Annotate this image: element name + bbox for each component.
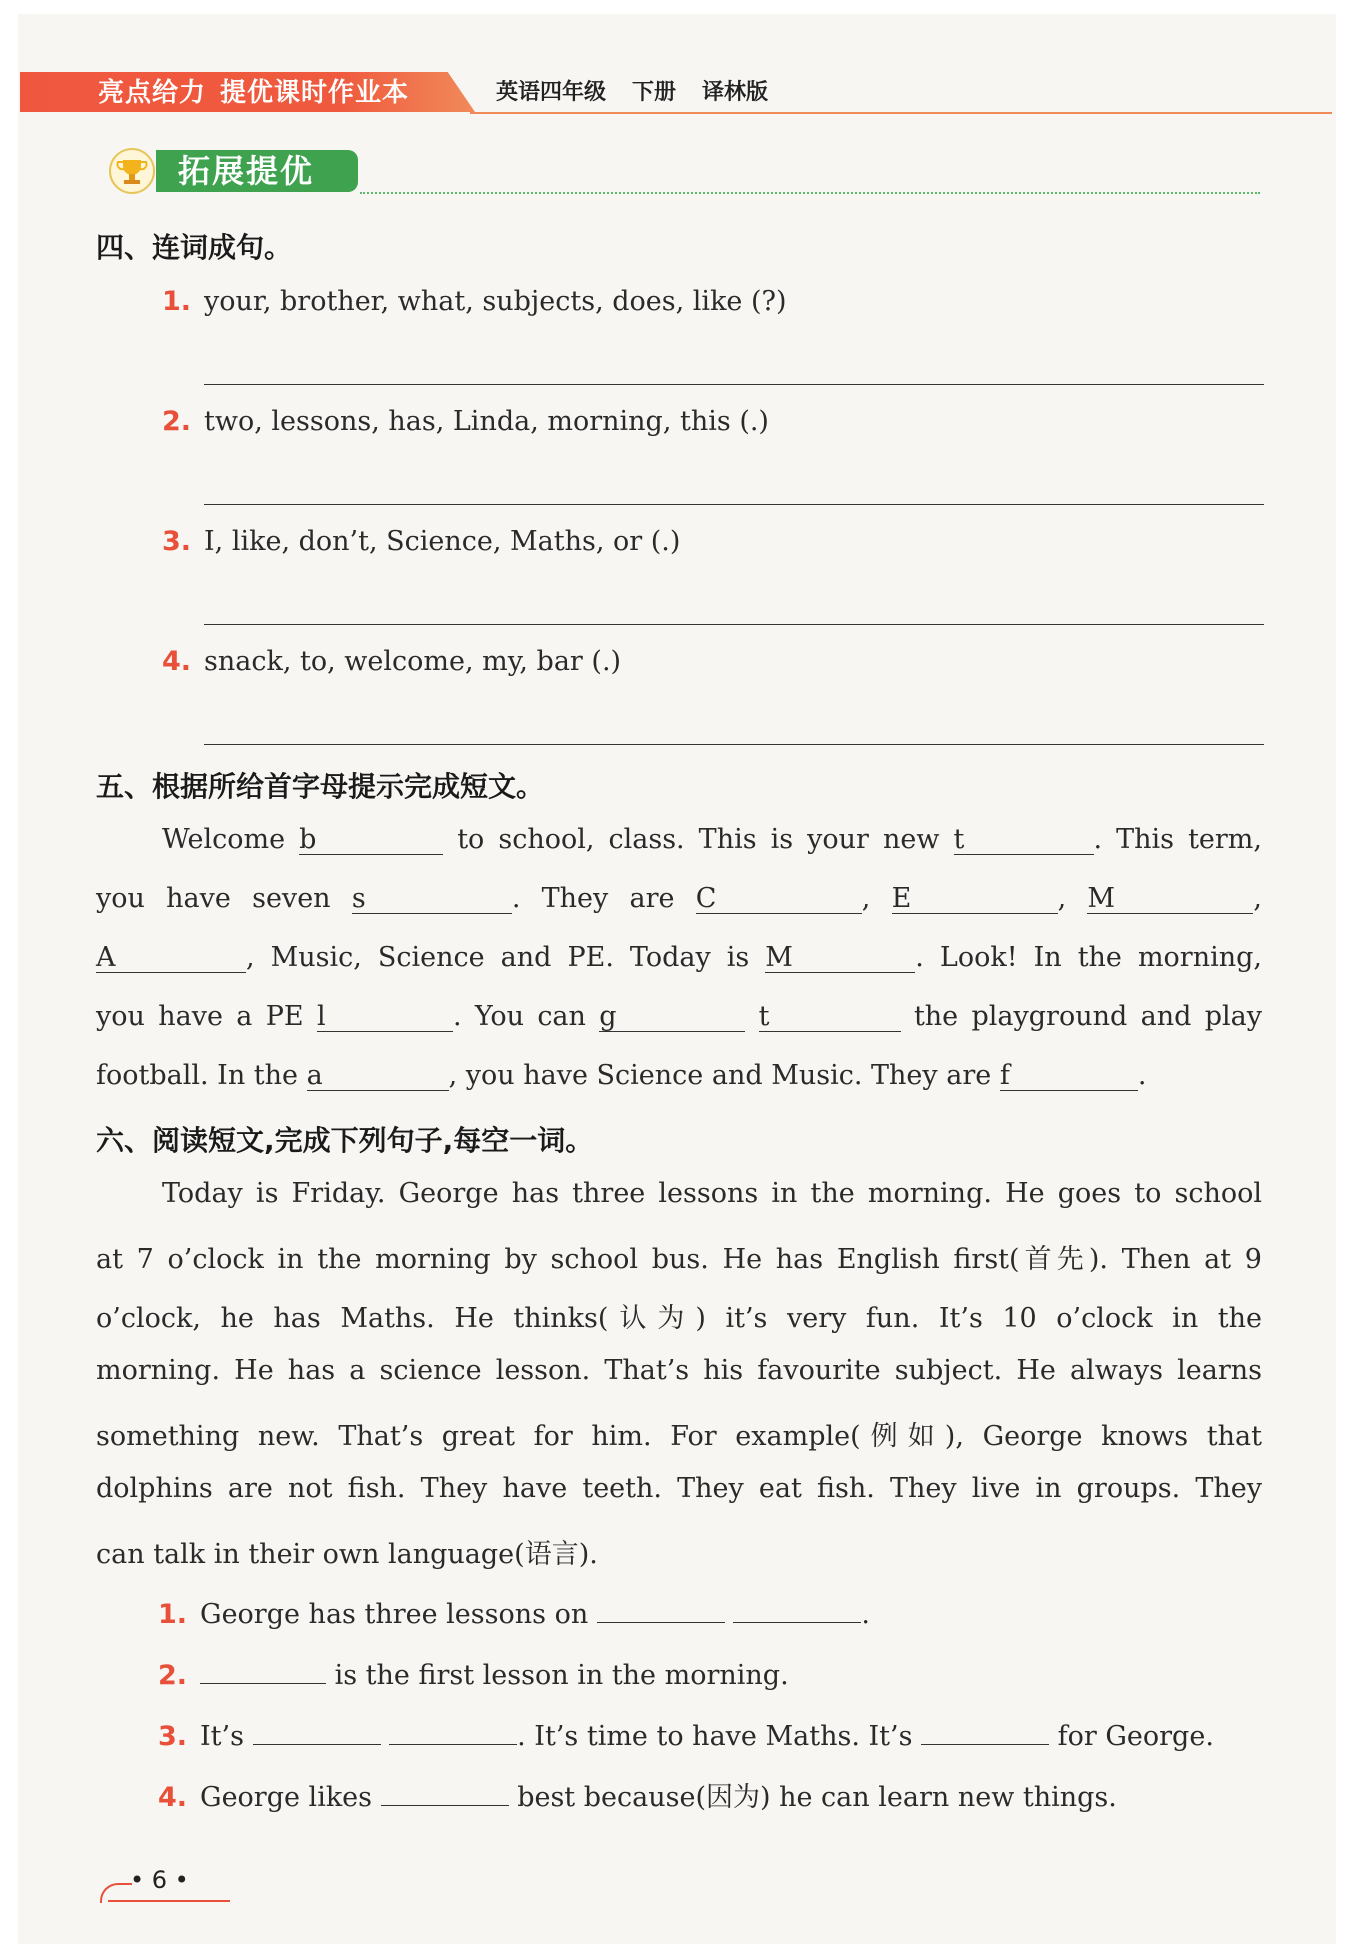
item-words: your, brother, what, subjects, does, like (?) <box>204 286 787 317</box>
cloze-line-2 <box>96 883 1262 914</box>
item-number: 3. <box>162 526 192 557</box>
text: George has three lessons on <box>200 1599 597 1630</box>
cloze-line-1 <box>162 824 1262 855</box>
text <box>745 1001 758 1032</box>
hint-letter: s <box>351 883 366 914</box>
cloze-line-3 <box>96 942 1262 973</box>
answer-blank[interactable] <box>253 1714 381 1745</box>
passage-line: at 7 o’clock in the morning by school bus. He has English first(首先). Then at 9 <box>96 1244 1262 1275</box>
edition-label: 译林版 <box>702 80 769 105</box>
text: . Look! In the morning, <box>915 942 1262 973</box>
item-number: 3. <box>158 1721 188 1752</box>
section4-title: 四、连词成句。 <box>96 231 293 264</box>
text <box>725 1599 734 1630</box>
cloze-blank[interactable] <box>759 1001 901 1032</box>
completion-item-4 <box>158 1775 1117 1814</box>
hint-letter: f <box>999 1060 1010 1091</box>
text: you have seven <box>96 883 352 914</box>
cloze-blank[interactable] <box>599 1001 745 1032</box>
cloze-blank[interactable] <box>1087 883 1253 914</box>
series-name: 亮点给力 <box>98 78 207 108</box>
item-number: 1. <box>162 286 192 317</box>
cloze-blank[interactable] <box>299 824 443 855</box>
answer-line[interactable] <box>204 624 1264 625</box>
passage-line: Today is Friday. George has three lessons in the morning. He goes to school <box>162 1178 1262 1209</box>
text: It’s <box>200 1721 253 1752</box>
completion-item-2 <box>158 1653 789 1691</box>
volume-label: 下册 <box>632 80 677 105</box>
hint-letter: b <box>299 824 317 855</box>
item-number: 2. <box>158 1660 188 1691</box>
cloze-blank[interactable] <box>696 883 862 914</box>
passage-line: dolphins are not fish. They have teeth. They eat fish. They live in groups. They <box>96 1473 1262 1504</box>
banner-dotted-rule <box>360 192 1260 194</box>
answer-line[interactable] <box>204 744 1264 745</box>
item-number: 4. <box>162 646 192 677</box>
completion-item-3 <box>158 1714 1214 1752</box>
answer-blank[interactable] <box>389 1714 517 1745</box>
series-subtitle: 提优课时作业本 <box>220 78 410 108</box>
text: , Music, Science and PE. Today is <box>246 942 766 973</box>
trophy-icon <box>106 148 158 194</box>
text: is the first lesson in the morning. <box>326 1660 789 1691</box>
item-words: two, lessons, has, Linda, morning, this (.) <box>204 406 769 437</box>
text: , <box>1057 883 1088 914</box>
book-meta <box>496 78 794 108</box>
hint-letter: M <box>1087 883 1116 914</box>
series-title <box>98 76 423 110</box>
text: football. In the <box>96 1060 307 1091</box>
page-number: • 6 • <box>130 1866 189 1894</box>
hint-letter: t <box>758 1001 770 1032</box>
text: best because(因为) he can learn new things. <box>508 1782 1117 1813</box>
item-number: 1. <box>158 1599 188 1630</box>
completion-item-1 <box>158 1592 870 1630</box>
text: . <box>1137 1060 1147 1091</box>
answer-blank[interactable] <box>597 1592 725 1623</box>
answer-blank[interactable] <box>200 1653 326 1684</box>
text: . They are <box>511 883 696 914</box>
section6-title: 六、阅读短文,完成下列句子,每空一词。 <box>96 1124 594 1157</box>
item-number: 2. <box>162 406 192 437</box>
header-rule <box>470 112 1332 114</box>
cloze-line-5 <box>96 1060 1262 1091</box>
answer-blank[interactable] <box>381 1775 509 1806</box>
answer-line[interactable] <box>204 504 1264 505</box>
text: you have a PE <box>96 1001 317 1032</box>
text: for George. <box>1049 1721 1214 1752</box>
hint-letter: A <box>96 942 116 973</box>
text: . You can <box>452 1001 600 1032</box>
cloze-blank[interactable] <box>317 1001 453 1032</box>
footer-rule <box>108 1900 230 1902</box>
reorder-item-1 <box>162 286 787 317</box>
passage-line: o’clock, he has Maths. He thinks(认为) it’s very fun. It’s 10 o’clock in the <box>96 1303 1262 1334</box>
cloze-blank[interactable] <box>1000 1060 1138 1091</box>
answer-blank[interactable] <box>733 1592 861 1623</box>
cloze-blank[interactable] <box>954 824 1094 855</box>
hint-letter: a <box>306 1060 323 1091</box>
text: to school, class. This is your new <box>443 824 954 855</box>
hint-letter: C <box>695 883 717 914</box>
hint-letter: M <box>765 942 793 973</box>
text: , <box>1253 883 1262 914</box>
passage-line: something new. That’s great for him. For example(例如), George knows that <box>96 1421 1262 1452</box>
cloze-blank[interactable] <box>96 942 246 973</box>
cloze-line-4 <box>96 1001 1262 1032</box>
section5-title: 五、根据所给首字母提示完成短文。 <box>96 770 545 803</box>
text: . This term, <box>1093 824 1262 855</box>
hint-letter: l <box>316 1001 326 1032</box>
text: Welcome <box>162 824 300 855</box>
passage-line: can talk in their own language(语言). <box>96 1539 598 1570</box>
item-words: I, like, don’t, Science, Maths, or (.) <box>204 526 681 557</box>
section-banner: 拓展提优 <box>156 150 358 192</box>
cloze-blank[interactable] <box>352 883 512 914</box>
text: George likes <box>200 1782 381 1813</box>
text: , you have Science and Music. They are <box>448 1060 1000 1091</box>
answer-line[interactable] <box>204 384 1264 385</box>
answer-blank[interactable] <box>921 1714 1049 1745</box>
item-words: snack, to, welcome, my, bar (.) <box>204 646 622 677</box>
hint-letter: E <box>891 883 912 914</box>
hint-letter: g <box>599 1001 617 1032</box>
text <box>381 1721 390 1752</box>
hint-letter: t <box>953 824 965 855</box>
cloze-blank[interactable] <box>765 942 915 973</box>
reorder-item-3 <box>162 526 680 557</box>
reorder-item-4 <box>162 646 621 677</box>
cloze-blank[interactable] <box>307 1060 449 1091</box>
passage-line: morning. He has a science lesson. That’s his favourite subject. He always learns <box>96 1355 1262 1386</box>
text: , <box>861 883 892 914</box>
text: the playground and play <box>900 1001 1262 1032</box>
text: . <box>861 1599 870 1630</box>
grade-label: 英语四年级 <box>496 80 607 105</box>
cloze-blank[interactable] <box>892 883 1058 914</box>
item-number: 4. <box>158 1782 188 1813</box>
text: . It’s time to have Maths. It’s <box>517 1721 922 1752</box>
reorder-item-2 <box>162 406 769 437</box>
